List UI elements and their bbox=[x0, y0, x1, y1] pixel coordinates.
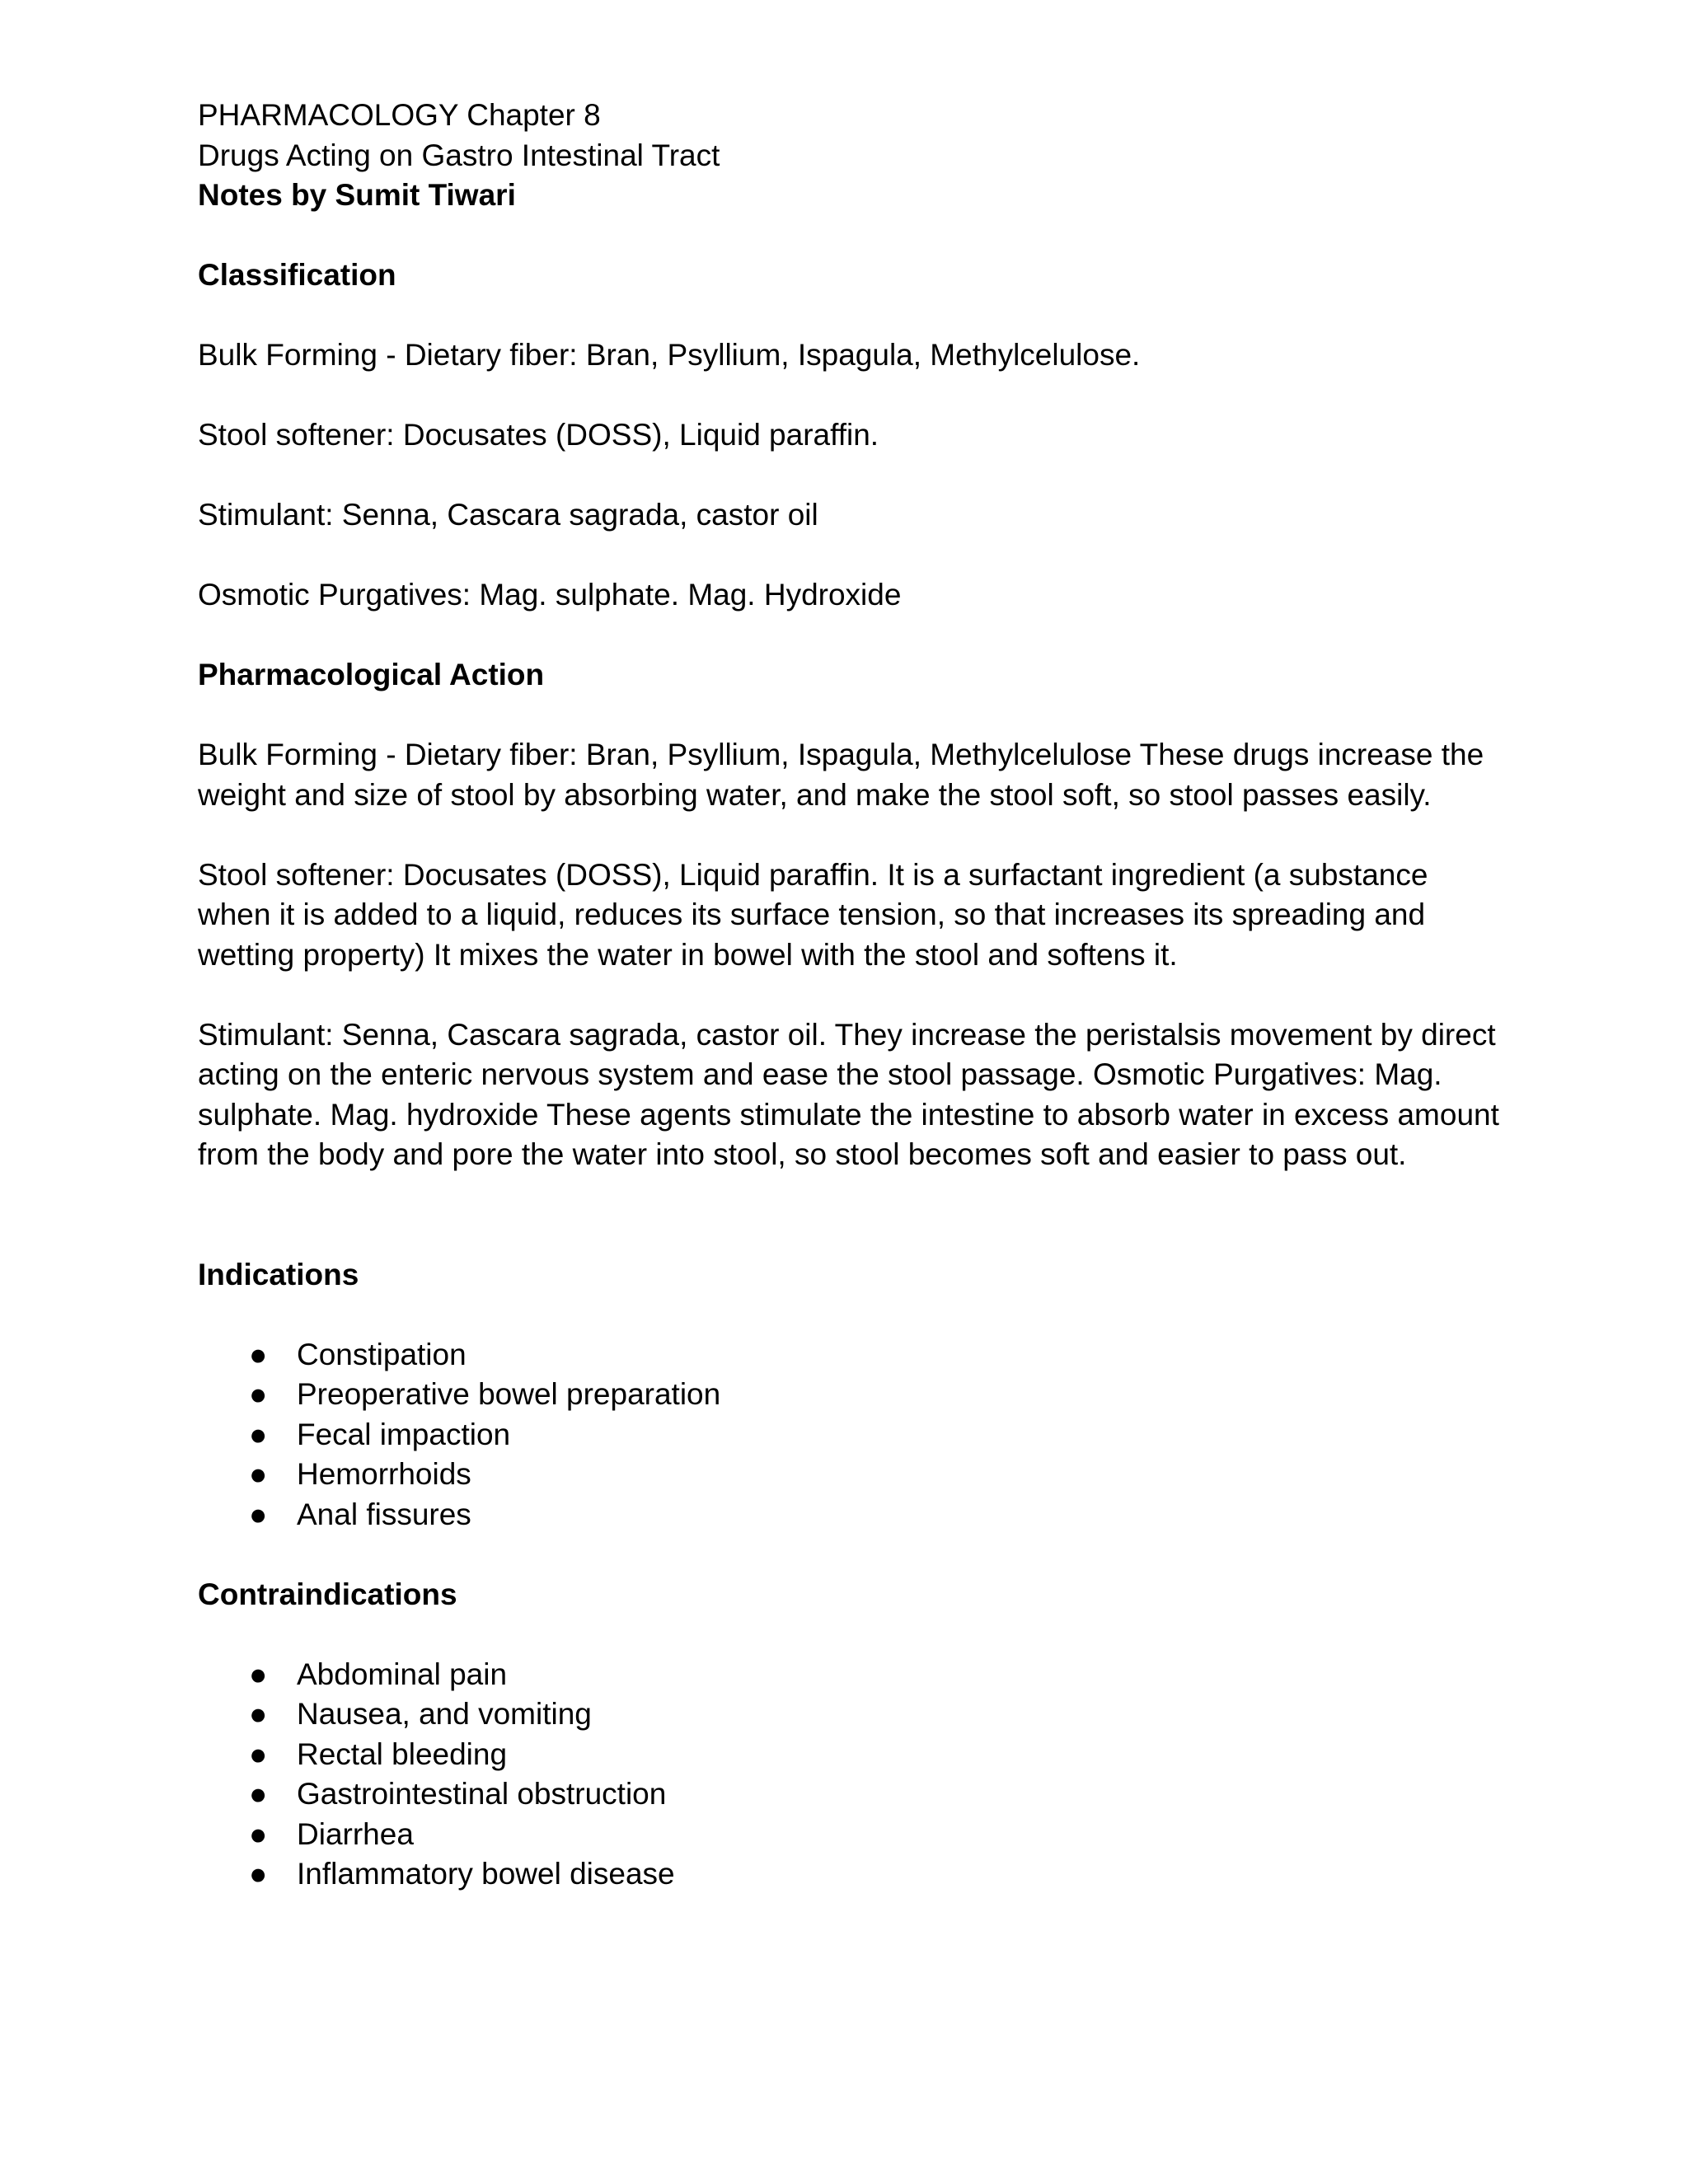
list-item-label: Diarrhea bbox=[297, 1816, 414, 1851]
action-paragraph-softener: Stool softener: Docusates (DOSS), Liquid paraffin. It is a surfactant ingredient (a substance when it is added to a liquid, reduces its surface tension, so that increases its spreading and wetting property) It mixes the water in bowel with the stool and softens it. bbox=[198, 857, 1428, 972]
classification-item-osmotic: Osmotic Purgatives: Mag. sulphate. Mag. Hydroxide bbox=[198, 578, 902, 612]
classification-item-softener: Stool softener: Docusates (DOSS), Liquid paraffin. bbox=[198, 418, 879, 452]
indications-heading: Indications bbox=[198, 1257, 359, 1291]
list-item bbox=[198, 1815, 1500, 1855]
bullet-icon: ● bbox=[249, 1857, 268, 1891]
bullet-icon: ● bbox=[249, 1377, 268, 1411]
bullet-icon: ● bbox=[249, 1657, 268, 1691]
doc-subtitle: Drugs Acting on Gastro Intestinal Tract bbox=[198, 138, 720, 172]
list-item-label: Anal fissures bbox=[297, 1497, 471, 1531]
action-paragraph-bulk: Bulk Forming - Dietary fiber: Bran, Psyllium, Ispagula, Methylcelulose These drugs increase the weight and size of stool by absorbing water, and make the stool soft, so stool passes easily. bbox=[198, 738, 1484, 812]
list-item bbox=[198, 1495, 1500, 1535]
list-item-label: Constipation bbox=[297, 1337, 467, 1371]
list-item bbox=[198, 1774, 1500, 1815]
list-item-label: Rectal bleeding bbox=[297, 1736, 508, 1771]
contraindications-heading: Contraindications bbox=[198, 1577, 457, 1611]
bullet-icon: ● bbox=[249, 1497, 268, 1531]
contraindications-list bbox=[198, 1655, 1500, 1895]
action-paragraph-stimulant: Stimulant: Senna, Cascara sagrada, castor oil. They increase the peristalsis movement by direct acting on the enteric nervous system and ease the stool passage. Osmotic Purgatives: Mag. sulphate. Mag. hydroxide These agents stimulate the intestine to absorb water in excess amount from the body and pore the water into stool, so stool becomes soft and easier to pass out. bbox=[198, 1017, 1499, 1171]
indications-list bbox=[198, 1335, 1500, 1535]
list-item-label: Inflammatory bowel disease bbox=[297, 1857, 675, 1891]
list-item bbox=[198, 1415, 1500, 1455]
list-item-label: Preoperative bowel preparation bbox=[297, 1377, 721, 1411]
list-item bbox=[198, 1375, 1500, 1415]
classification-item-bulk: Bulk Forming - Dietary fiber: Bran, Psyllium, Ispagula, Methylcelulose. bbox=[198, 338, 1141, 372]
list-item-label: Fecal impaction bbox=[297, 1417, 511, 1451]
list-item-label: Abdominal pain bbox=[297, 1657, 508, 1691]
pharmacological-action-heading: Pharmacological Action bbox=[198, 658, 545, 691]
bullet-icon: ● bbox=[249, 1457, 268, 1491]
bullet-icon: ● bbox=[249, 1417, 268, 1451]
bullet-icon: ● bbox=[249, 1736, 268, 1771]
bullet-icon: ● bbox=[249, 1697, 268, 1731]
list-item bbox=[198, 1655, 1500, 1695]
bullet-icon: ● bbox=[249, 1777, 268, 1811]
list-item bbox=[198, 1854, 1500, 1895]
list-item bbox=[198, 1455, 1500, 1495]
list-item-label: Hemorrhoids bbox=[297, 1457, 471, 1491]
list-item bbox=[198, 1694, 1500, 1735]
list-item-label: Nausea, and vomiting bbox=[297, 1697, 592, 1731]
doc-title: PHARMACOLOGY Chapter 8 bbox=[198, 98, 601, 132]
list-item bbox=[198, 1735, 1500, 1775]
document-page bbox=[198, 96, 1500, 1895]
bullet-icon: ● bbox=[249, 1816, 268, 1851]
classification-heading: Classification bbox=[198, 258, 396, 292]
classification-item-stimulant: Stimulant: Senna, Cascara sagrada, castor oil bbox=[198, 498, 818, 532]
list-item bbox=[198, 1335, 1500, 1376]
list-item-label: Gastrointestinal obstruction bbox=[297, 1777, 667, 1811]
doc-author: Notes by Sumit Tiwari bbox=[198, 178, 516, 212]
bullet-icon: ● bbox=[249, 1337, 268, 1371]
